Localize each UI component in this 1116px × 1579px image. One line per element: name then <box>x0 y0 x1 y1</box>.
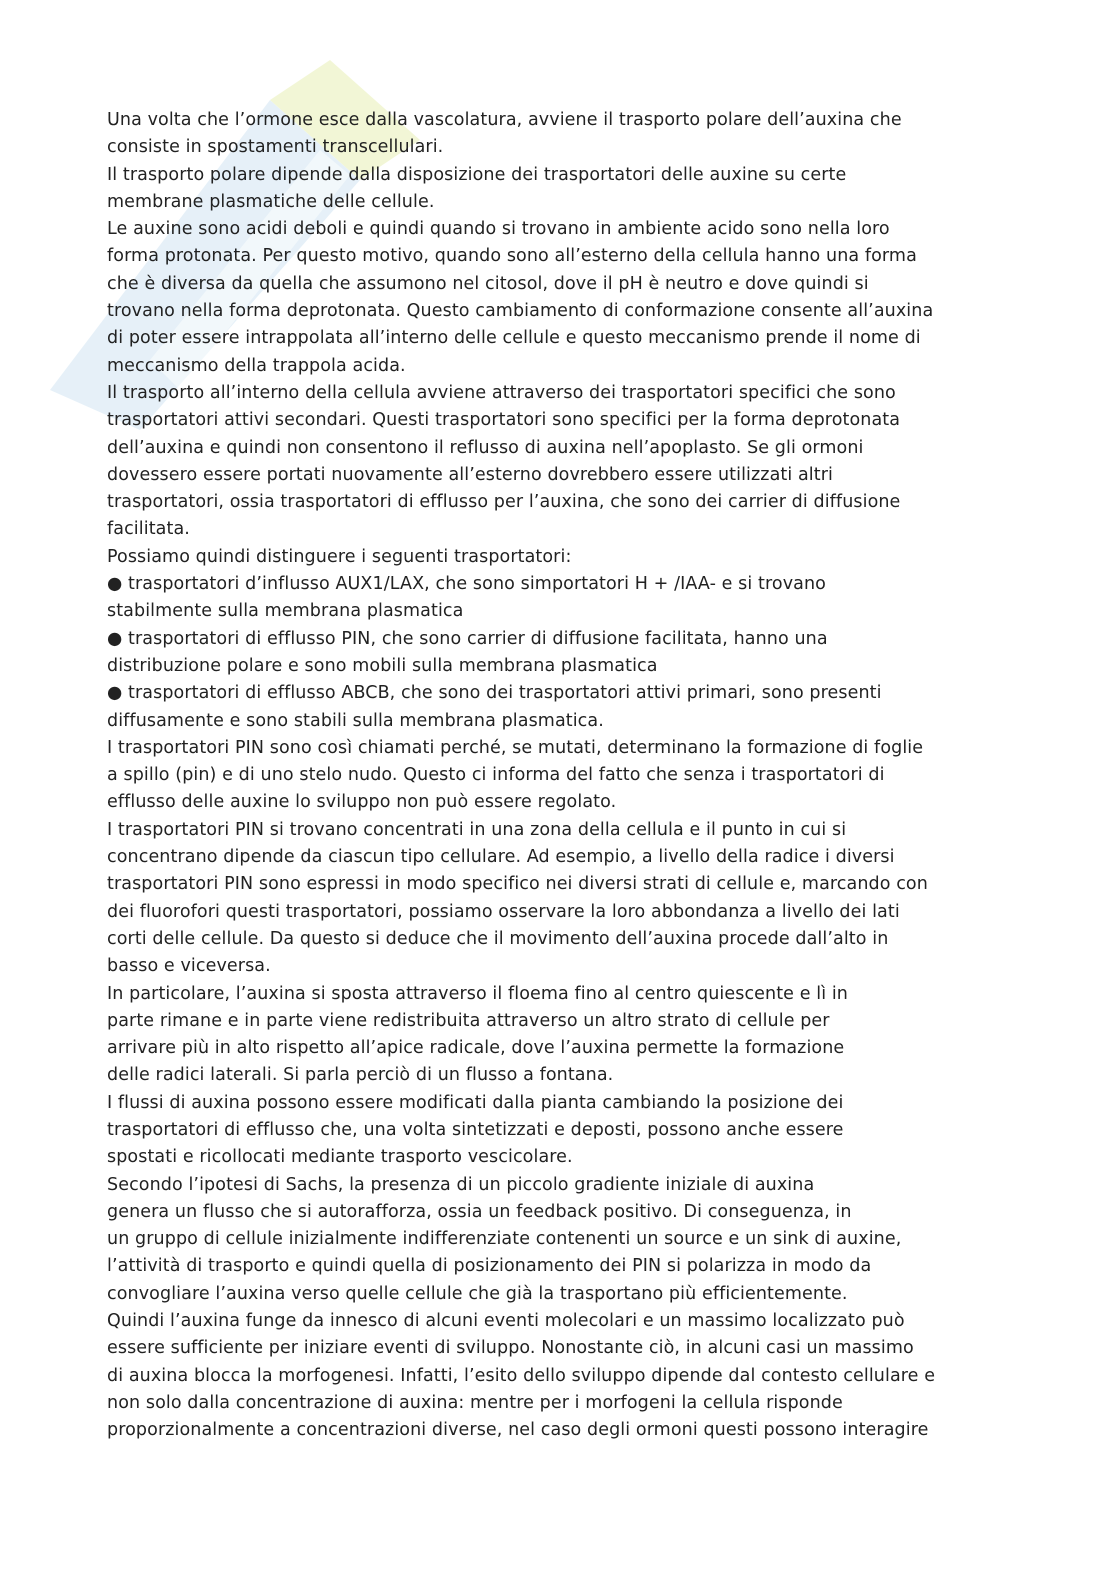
text-line: diffusamente e sono stabili sulla membrana plasmatica. <box>107 710 604 731</box>
text-line: concentrano dipende da ciascun tipo cellulare. Ad esempio, a livello della radice i diversi <box>107 847 895 868</box>
text-line: Il trasporto all’interno della cellula avviene attraverso dei trasportatori specifici che sono <box>107 382 896 403</box>
text-line: stabilmente sulla membrana plasmatica <box>107 601 464 622</box>
text-line: Secondo l’ipotesi di Sachs, la presenza di un piccolo gradiente iniziale di auxina <box>107 1174 815 1195</box>
text-line: distribuzione polare e sono mobili sulla membrana plasmatica <box>107 655 658 676</box>
text-line: di auxina blocca la morfogenesi. Infatti, l’esito dello sviluppo dipende dal contesto cellulare e <box>107 1365 936 1386</box>
text-line: Il trasporto polare dipende dalla disposizione dei trasportatori delle auxine su certe <box>107 164 847 185</box>
text-line: I trasportatori PIN si trovano concentrati in una zona della cellula e il punto in cui si <box>107 819 847 840</box>
text-line: membrane plasmatiche delle cellule. <box>107 191 435 212</box>
list-item: ● trasportatori di efflusso PIN, che sono carrier di diffusione facilitata, hanno una <box>107 628 828 649</box>
text-line: dell’auxina e quindi non consentono il reflusso di auxina nell’apoplasto. Se gli ormoni <box>107 437 864 458</box>
text-line: consiste in spostamenti transcellulari. <box>107 137 444 158</box>
text-line: dei fluorofori questi trasportatori, possiamo osservare la loro abbondanza a livello dei lati <box>107 901 900 922</box>
text-line: proporzionalmente a concentrazioni diverse, nel caso degli ormoni questi possono interagire <box>107 1420 929 1441</box>
text-line: In particolare, l’auxina si sposta attraverso il floema fino al centro quiescente e lì in <box>107 983 848 1004</box>
text-line: Quindi l’auxina funge da innesco di alcuni eventi molecolari e un massimo localizzato può <box>107 1311 905 1332</box>
text-line: Possiamo quindi distinguere i seguenti trasportatori: <box>107 546 572 567</box>
text-line: I trasportatori PIN sono così chiamati perché, se mutati, determinano la formazione di foglie <box>107 737 924 758</box>
body-text <box>107 107 957 1445</box>
text-line: non solo dalla concentrazione di auxina: mentre per i morfogeni la cellula risponde <box>107 1392 843 1413</box>
list-item: ● trasportatori d’influsso AUX1/LAX, che sono simportatori H + /IAA- e si trovano <box>107 574 826 595</box>
text-line: l’attività di trasporto e quindi quella di posizionamento dei PIN si polarizza in modo da <box>107 1256 872 1277</box>
text-line: che è diversa da quella che assumono nel citosol, dove il pH è neutro e dove quindi si <box>107 273 869 294</box>
text-line: trasportatori PIN sono espressi in modo specifico nei diversi strati di cellule e, marcando con <box>107 874 928 895</box>
text-line: trasportatori di efflusso che, una volta sintetizzati e deposti, possono anche essere <box>107 1119 844 1140</box>
list-item: ● trasportatori di efflusso ABCB, che sono dei trasportatori attivi primari, sono presenti <box>107 683 882 704</box>
text-line: delle radici laterali. Si parla perciò di un flusso a fontana. <box>107 1065 614 1086</box>
text-line: dovessero essere portati nuovamente all’esterno dovrebbero essere utilizzati altri <box>107 464 833 485</box>
text-line: a spillo (pin) e di uno stelo nudo. Questo ci informa del fatto che senza i trasportatori di <box>107 765 885 786</box>
text-line: forma protonata. Per questo motivo, quando sono all’esterno della cellula hanno una forma <box>107 246 917 267</box>
text-line: trovano nella forma deprotonata. Questo cambiamento di conformazione consente all’auxina <box>107 301 934 322</box>
text-line: meccanismo della trappola acida. <box>107 355 406 376</box>
text-line: corti delle cellule. Da questo si deduce che il movimento dell’auxina procede dall’alto in <box>107 928 889 949</box>
text-line: genera un flusso che si autorafforza, ossia un feedback positivo. Di conseguenza, in <box>107 1201 852 1222</box>
text-line: Una volta che l’ormone esce dalla vascolatura, avviene il trasporto polare dell’auxina che <box>107 110 902 130</box>
text-line: convogliare l’auxina verso quelle cellule che già la trasportano più efficientemente. <box>107 1283 848 1304</box>
text-line: Le auxine sono acidi deboli e quindi quando si trovano in ambiente acido sono nella loro <box>107 219 890 240</box>
text-line: trasportatori, ossia trasportatori di efflusso per l’auxina, che sono dei carrier di diffusione <box>107 492 901 513</box>
text-line: un gruppo di cellule inizialmente indifferenziate contenenti un source e un sink di auxine, <box>107 1229 902 1250</box>
text-line: arrivare più in alto rispetto all’apice radicale, dove l’auxina permette la formazione <box>107 1038 845 1059</box>
text-line: efflusso delle auxine lo sviluppo non può essere regolato. <box>107 792 617 813</box>
text-line: facilitata. <box>107 519 190 540</box>
text-line: essere sufficiente per iniziare eventi di sviluppo. Nonostante ciò, in alcuni casi un massimo <box>107 1338 914 1359</box>
text-line: parte rimane e in parte viene redistribuita attraverso un altro strato di cellule per <box>107 1010 830 1031</box>
text-line: trasportatori attivi secondari. Questi trasportatori sono specifici per la forma deprotonata <box>107 410 901 431</box>
text-line: spostati e ricollocati mediante trasporto vescicolare. <box>107 1147 573 1168</box>
text-line: I flussi di auxina possono essere modificati dalla pianta cambiando la posizione dei <box>107 1092 844 1113</box>
text-line: basso e viceversa. <box>107 956 271 977</box>
text-line: di poter essere intrappolata all’interno delle cellule e questo meccanismo prende il nome di <box>107 328 921 349</box>
